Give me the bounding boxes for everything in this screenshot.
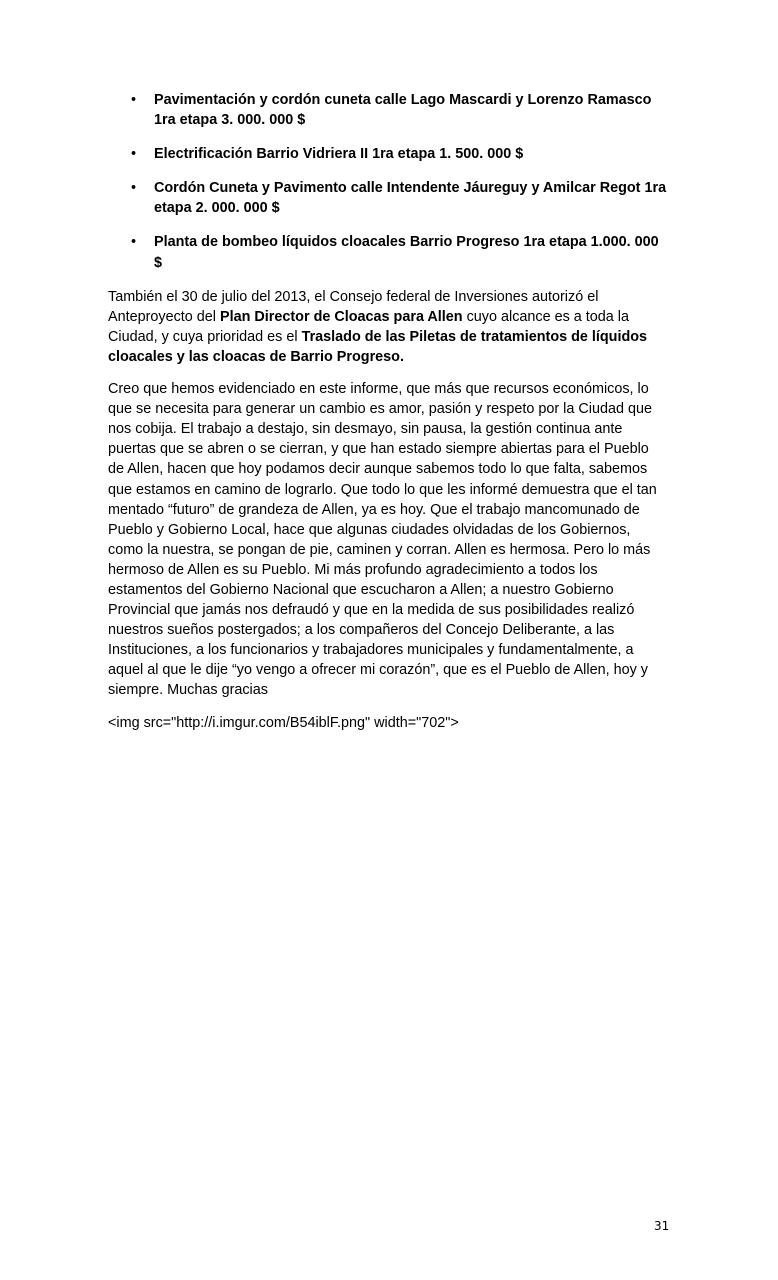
plan-name-bold: Plan Director de Cloacas para Allen [220, 308, 463, 325]
paragraph-text: cuyo alcance es a toda la Ciudad, y cuya prioridad es el [108, 308, 630, 345]
priority-bold: Traslado de las Piletas de tratamientos de líquidos cloacales y las cloacas de Barrio Progreso. [108, 328, 648, 365]
list-item-text: Pavimentación y cordón cuneta calle Lago Mascardi y Lorenzo Ramasco 1ra etapa 3. 000. 000 $ [154, 92, 652, 129]
bullet-icon: • [131, 92, 137, 108]
list-item [108, 232, 668, 272]
list-item-text: Electrificación Barrio Vidriera II 1ra etapa 1. 500. 000 $ [154, 146, 524, 163]
list-item-text: Planta de bombeo líquidos cloacales Barrio Progreso 1ra etapa 1.000. 000 $ [154, 234, 659, 271]
list-item-text: Cordón Cuneta y Pavimento calle Intendente Jáureguy y Amilcar Regot 1ra etapa 2. 000. 000 $ [154, 180, 667, 217]
investment-list [108, 90, 668, 273]
bullet-icon: • [131, 180, 137, 197]
page-content [108, 90, 668, 745]
raw-image-tag-text: <img src="http://i.imgur.com/B54iblF.png" width="702"> [108, 714, 459, 731]
list-item [108, 90, 668, 130]
list-item [108, 144, 668, 164]
paragraph-text: También el 30 de julio del 2013, el Consejo federal de Inversiones autorizó el Anteproyecto del [108, 288, 599, 325]
bullet-icon: • [131, 146, 137, 163]
sewer-plan-paragraph [108, 287, 668, 367]
page-number: 31 [654, 1219, 670, 1233]
bullet-icon: • [131, 234, 137, 251]
closing-paragraph: Creo que hemos evidenciado en este informe, que más que recursos económicos, lo que se necesita para generar un cambio es amor, pasión y respeto por la Ciudad que nos cobija. El trabajo a destajo, sin desmayo, sin pausa, la gestión continua ante puertas que se abren o se cierran, y que han estado siempre abiertas para el Pueblo de Allen, hacen que hoy podamos decir aunque sabemos todo lo que falta, sabemos que estamos en camino de lograrlo. Que todo lo que les informé demuestra que el tan mentado “futuro” de grandeza de Allen, ya es hoy. Que el trabajo mancomunado de Pueblo y Gobierno Local, hace que algunas ciudades olvidadas de los Gobiernos, como la nuestra, se pongan de pie, caminen y corran. Allen es hermosa. Pero lo más hermoso de Allen es su Pueblo. Mi más profundo agradecimiento a todos los estamentos del Gobierno Nacional que escucharon a Allen; a nuestro Gobierno Provincial que jamás nos defraudó y que en la medida de sus posibilidades realizó nuestros sueños postergados; a los compañeros del Concejo Deliberante, a las Instituciones, a los funcionarios y trabajadores municipales y fundamentalmente, a aquel al que le dije “yo vengo a ofrecer mi corazón”, que es el Pueblo de Allen, hoy y siempre. Muchas gracias [108, 381, 657, 699]
list-item [108, 178, 668, 218]
